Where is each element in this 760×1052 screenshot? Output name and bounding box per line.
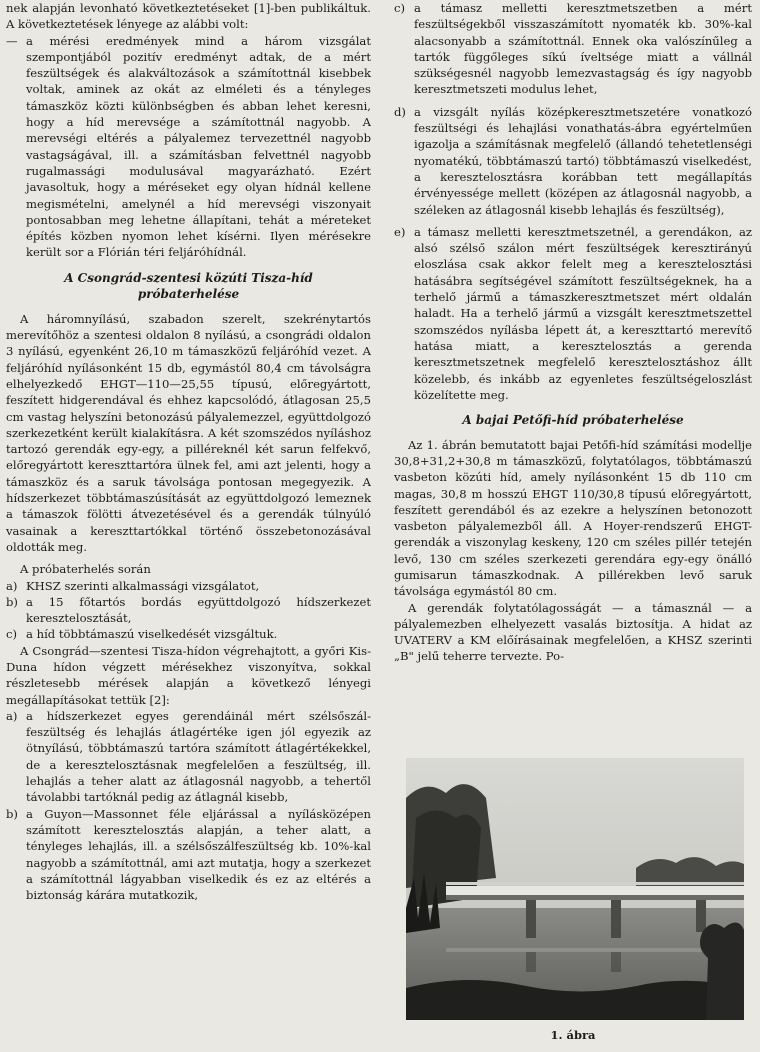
list-text: a támasz melletti keresztmetszetnél, a gerendákon, az alsó szélső szálon mért feszültségek keresztirányú eloszlása csak akkor felelt meg a keresztelosztási hatásábra segítségével számított feszültségeknek, ha a terhelő jármű a támaszkeresztmetszet mért oldalán haladt. Ha a terhelő jármű a vizsgált keresztmetszettel szomszédos nyílásba lépett át, a kereszttartó merevítő hatása miatt, a keresztelosztás a gerenda keresztmetszetnek megfelelő keresztelosztáshoz állt közelebb, és inkább az egyenletes feszültségeloszlást közelítette meg.	[414, 224, 752, 402]
list-marker: a)	[6, 578, 18, 593]
list-text: KHSZ szerinti alkalmassági vizsgálatot,	[26, 578, 260, 593]
finding-item-c	[394, 0, 752, 98]
finding-item-d	[394, 104, 752, 218]
list-text: a 15 főtartós bordás együttdolgozó hídszerkezet keresztelosztását,	[26, 594, 371, 626]
list-text: a támasz melletti keresztmetszetben a mért feszültségekből visszaszámított nyomaték kb. 30%-kal alacsonyabb a számítottnál. Ennek oka valószínűleg a tartók függőleges síkú íveltsége miatt a vállnál szükségesnél nagyobb lemezvastagság és így nagyobb keresztmetszeti modulus lehet,	[414, 1, 752, 97]
finding-item-e	[394, 224, 752, 403]
figure-caption: 1. ábra	[550, 1028, 596, 1042]
scope-item-a	[6, 578, 371, 594]
bridge-photo	[406, 758, 744, 1020]
section-heading-csongrad	[6, 270, 371, 303]
finding-item-b	[6, 806, 371, 904]
list-marker: b)	[6, 594, 18, 609]
finding-item-a	[6, 708, 371, 806]
section-heading-baja: A bajai Petőfi-híd próbaterhelése	[462, 413, 684, 428]
list-text: a híd többtámaszú viselkedését vizsgáltuk.	[26, 627, 278, 642]
list-marker: e)	[394, 224, 406, 239]
list-marker: d)	[394, 104, 406, 119]
conclusion-text: a mérési eredmények mind a három vizsgálat szempontjából pozitív eredményt adtak, de a mért feszültségek és alakváltozások a számítottnál kisebbek voltak, aminek az okát az elméleti és a tényleges támaszköz közti különbségben és abban lehet keresni, hogy a híd merevsége a számítottnál nagyobb. A merevségi eltérés a pályalemez tervezettnél nagyobb vastagságával, ill. a számításban felvettnél nagyobb rugalmassági modulusával magyarázható. Ezért javasoltuk, hogy a méréseket egy olyan hídnál kellene megismételni, amelynél a híd merevségi viszonyait pontosabban meg lehetne állapítani, tehát a méreteket építés közben nyomon lehet kísérni. Ilyen mérésekre került sor a Flórián téri feljáróhídnál.	[26, 33, 371, 260]
list-marker: a)	[6, 708, 18, 723]
list-marker: c)	[394, 1, 406, 15]
list-text: a hídszerkezet egyes gerendáinál mért szélsőszál-feszültség és lehajlás átlagértéke igen jól egyezik az ötnyílású, többtámaszú tartóra számított átlagértékekkel, de a keresztelosztásnak megfelelően a feszültség, ill. lehajlás a teher alatt az átlagosnál nagyobb, a tehertől távolabbi tartóknál pedig az átlagnál kisebb,	[26, 708, 371, 805]
left-column	[6, 0, 371, 903]
heading-line-2: próbaterhelése	[137, 287, 240, 302]
findings-intro-paragraph: A Csongrád—szentesi Tisza-hídon végrehajtott, a győri Kis-Duna hídon végzett mérésekhez viszonyítva, sokkal részletesebb mérések alapján a következő lényegi megállapításokat tettük [2]:	[6, 643, 371, 707]
list-text: a vizsgált nyílás középkeresztmetszetére vonatkozó feszültségi és lehajlási vonathatás-ábra egyértelműen igazolja a számításnak megfelelő (állandó tehetetlenségi nyomatékú, többtámaszú tartó) többtámaszú viselkedést, a keresztelosztásra korábban tett megállapítás érvényessége mellett (középen az átlagosnál nagyobb, a széleken az átlagosnál kisebb lehajlás és feszültség),	[414, 104, 752, 217]
heading-line-1: A Csongrád-szentesi közúti Tisza-híd	[64, 270, 313, 285]
right-column	[394, 0, 752, 665]
bridge-description-paragraph: A háromnyílású, szabadon szerelt, szekrénytartós merevítőhöz a szentesi oldalon 8 nyílású, a csongrádi oldalon 3 nyílású, egyenként 26,10 m támaszközű feljáróhíd vezet. A feljáróhíd nyílásonként 15 db, egymástól 80,4 cm távolságra elhelyezkedő EHGT—110—25,55 típusú, előregyártott, feszített hidgerendával és ehhez kapcsolódó, átlagosan 25,5 cm vastag helyszíni betonozású pályalemezzel, együttdolgozó szerkezetként került kialakításra. A két szomszédos nyíláshoz tartozó gerendák egy-egy, a pilléreknél két sarun felfekvő, előregyártott kereszttartóra ülnek fel, ami azt jelenti, hogy a támaszköz és a saruk távolsága pontosan megegyezik. A hídszerkezet többtámaszúsítását az együttdolgozó lemeznek a támaszok fölötti átvezetésével és a gerendák túlnyúló vasainak a kereszttartókkal történő összebetonozásával oldották meg.	[6, 311, 371, 554]
petofi-bridge-paragraph: Az 1. ábrán bemutatott bajai Petőfi-híd számítási modellje 30,8+31,2+30,8 m támaszközű, folytatólagos, többtámaszú vasbeton közúti híd, amely nyílásonként 15 db 110 cm magas, 30,8 m hosszú EHGT 110/30,8 típusú előregyártott, feszített gerendából és az ezekre a helyszínen betonozott vasbeton pályalemezből áll. A Hoyer-rendszerű EHGT-gerendák a viszonylag keskeny, 120 cm széles pillér tetején levő, 130 cm széles szerkezeti gerendára egy-egy önálló gumisarun támaszkodnak. A pillérekben levő saruk távolsága egymástól 80 cm.	[394, 437, 752, 599]
intro-paragraph: nek alapján levonható következtetéseket [1]-ben publikáltuk. A következtetések lényege az alábbi volt:	[6, 1, 371, 32]
list-marker: b)	[6, 806, 18, 821]
continuity-paragraph: A gerendák folytatólagosságát — a támasznál — a pályalemezben elhelyezett vasalás biztosítja. A hidat az UVATERV a KM előírásainak megfelelően, a KHSZ szerinti „B" jelű teherre tervezte. Po-	[394, 600, 752, 664]
scope-item-c	[6, 626, 371, 642]
scope-item-b	[6, 594, 371, 627]
dash-marker: —	[6, 33, 18, 48]
list-marker: c)	[6, 627, 18, 642]
test-scope-intro: A próbaterhelés során	[20, 562, 151, 577]
list-text: a Guyon—Massonnet féle eljárással a nyílásközépen számított keresztelosztás alapján, a teher alatt, a tényleges lehajlás, ill. a szélsőszálfeszültség kb. 10%-kal nagyobb a számítottnál, ami azt mutatja, hogy a szerkezet a számítottnál lágyabban viselkedik és ez az eltérés a biztonság kárára mutatkozik,	[26, 806, 371, 903]
conclusion-item	[6, 33, 371, 261]
